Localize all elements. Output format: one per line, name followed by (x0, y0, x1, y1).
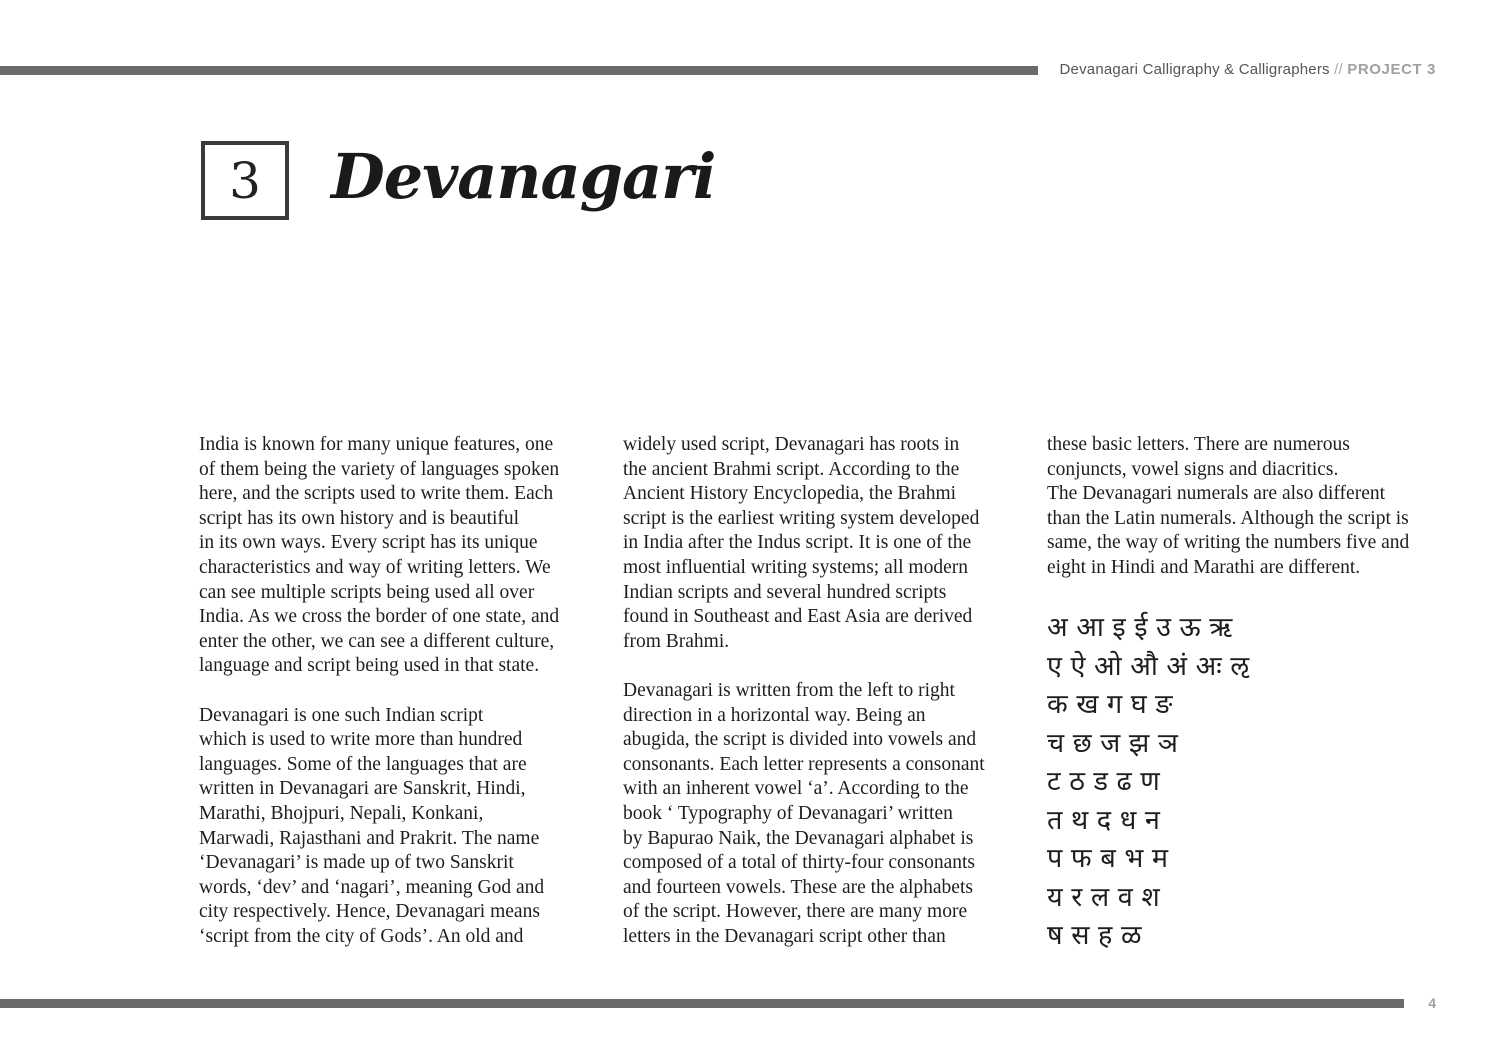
alphabet-row: ट ठ ड ढ ण (1047, 766, 1160, 797)
alphabet-row: प फ ब भ म (1047, 843, 1169, 874)
text-line: India. As we cross the border of one state, and (199, 606, 560, 628)
paragraph (199, 704, 599, 950)
header-project: PROJECT 3 (1347, 61, 1436, 78)
text-line: script is the earliest writing system developed (623, 507, 980, 529)
alphabet-row: च छ ज झ ञ (1047, 727, 1178, 759)
text-line: the ancient Brahmi script. According to the (623, 458, 960, 480)
alphabet-row: य र ल व श (1047, 881, 1160, 913)
text-line: direction in a horizontal way. Being an (623, 704, 926, 726)
text-line: script has its own history and is beautiful (199, 507, 520, 529)
text-line: Marwadi, Rajasthani and Prakrit. The name (199, 827, 540, 849)
alphabet-row: क ख ग घ ङ (1047, 689, 1173, 720)
text-line: letters in the Devanagari script other than (623, 925, 946, 947)
text-line: widely used script, Devanagari has roots in (623, 434, 960, 455)
text-line: city respectively. Hence, Devanagari means (199, 901, 540, 923)
text-line: characteristics and way of writing letters. We (199, 556, 551, 578)
paragraph (623, 679, 1023, 950)
chapter-number: 3 (229, 151, 261, 210)
text-line: composed of a total of thirty-four consonants (623, 852, 975, 874)
text-line: enter the other, we can see a different culture, (199, 630, 555, 652)
chapter-title: Devanagari (331, 140, 716, 213)
text-line: India is known for many unique features, one (199, 434, 554, 455)
text-line: these basic letters. There are numerous (1047, 434, 1350, 455)
text-column-2 (623, 433, 1023, 949)
text-line: by Bapurao Naik, the Devanagari alphabet is (623, 827, 974, 849)
text-line: Devanagari is one such Indian script (199, 704, 484, 726)
text-column-1 (199, 433, 599, 949)
text-line: of them being the variety of languages spoken (199, 458, 560, 480)
text-line: of the script. However, there are many more (623, 901, 968, 923)
text-line: conjuncts, vowel signs and diacritics. (1047, 458, 1339, 480)
text-line: with an inherent vowel ‘a’. According to the (623, 778, 969, 800)
page-number: 4 (1428, 995, 1436, 1011)
text-line: here, and the scripts used to write them. Each (199, 483, 554, 505)
text-line: which is used to write more than hundred (199, 729, 523, 751)
text-line: can see multiple scripts being used all over (199, 581, 535, 603)
text-line: eight in Hindi and Marathi are different. (1047, 556, 1361, 578)
text-line: ‘script from the city of Gods’. An old and (199, 925, 524, 947)
alphabet-row: ष स ह ळ (1047, 920, 1142, 951)
top-rule (0, 66, 1038, 75)
chapter-number-box (201, 141, 289, 220)
text-line: words, ‘dev’ and ‘nagari’, meaning God and (199, 876, 545, 898)
text-line: book ‘ Typography of Devanagari’ written (623, 802, 953, 824)
alphabet-row: अ आ इ ई उ ऊ ऋ (1047, 612, 1233, 643)
text-line: found in Southeast and East Asia are derived (623, 606, 973, 628)
header-separator: // (1334, 61, 1343, 78)
text-line: same, the way of writing the numbers five and (1047, 532, 1410, 554)
bottom-rule (0, 999, 1404, 1008)
running-header (1060, 61, 1437, 78)
text-line: language and script being used in that state. (199, 655, 540, 677)
text-line: languages. Some of the languages that are (199, 753, 527, 775)
text-line: The Devanagari numerals are also different (1047, 483, 1386, 505)
paragraph (623, 433, 1023, 654)
text-line: than the Latin numerals. Although the script is (1047, 507, 1409, 529)
paragraph (199, 433, 599, 679)
header-title: Devanagari Calligraphy & Calligraphers (1059, 61, 1330, 78)
text-line: and fourteen vowels. These are the alphabets (623, 876, 973, 898)
text-line: consonants. Each letter represents a consonant (623, 753, 985, 775)
text-column-3 (1047, 433, 1447, 581)
devanagari-alphabet-chart (1047, 609, 1249, 956)
text-line: from Brahmi. (623, 630, 730, 652)
paragraph (1047, 433, 1447, 581)
alphabet-row: ए ऐ ओ औ अं अः ऌ (1047, 650, 1250, 682)
text-line: Ancient History Encyclopedia, the Brahmi (623, 483, 957, 505)
text-line: Indian scripts and several hundred scripts (623, 581, 947, 603)
text-line: Marathi, Bhojpuri, Nepali, Konkani, (199, 802, 484, 824)
alphabet-row: त थ द ध न (1047, 804, 1160, 836)
text-line: ‘Devanagari’ is made up of two Sanskrit (199, 852, 514, 874)
text-line: written in Devanagari are Sanskrit, Hindi, (199, 778, 526, 800)
text-line: abugida, the script is divided into vowels and (623, 729, 977, 751)
text-line: in its own ways. Every script has its unique (199, 532, 538, 554)
text-line: Devanagari is written from the left to right (623, 679, 955, 701)
text-line: in India after the Indus script. It is one of the (623, 532, 972, 554)
text-line: most influential writing systems; all modern (623, 556, 969, 578)
